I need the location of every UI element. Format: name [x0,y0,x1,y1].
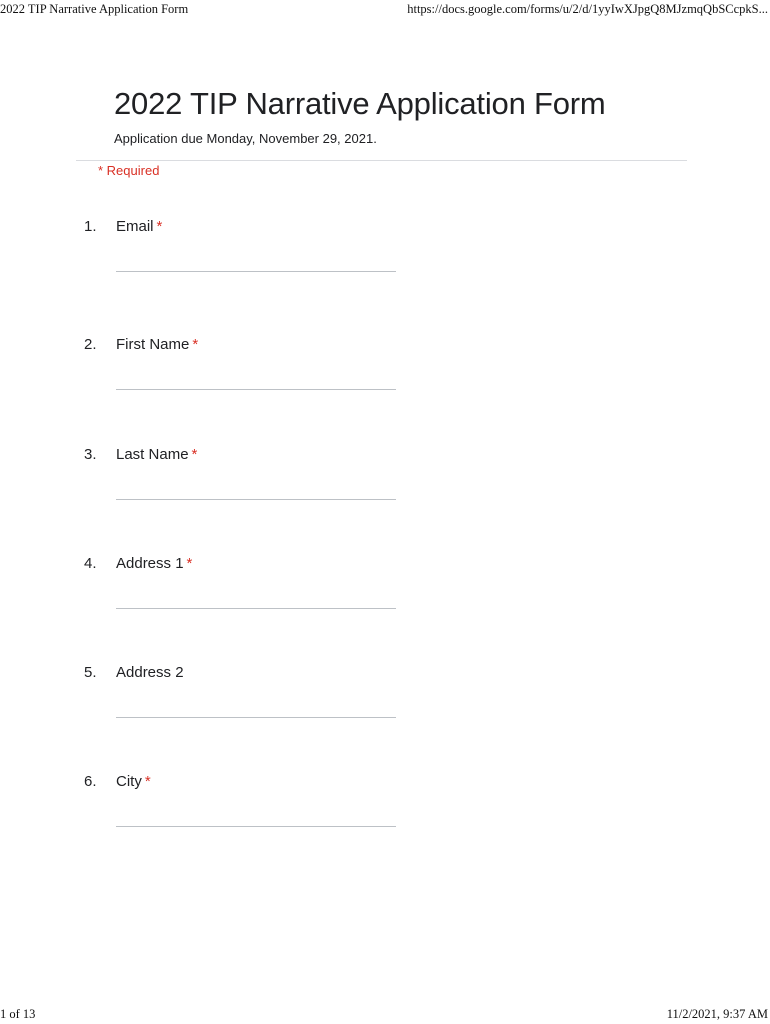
address-1-field[interactable] [116,607,396,609]
question-label-text: First Name [116,336,190,353]
question-label [116,664,187,681]
question-number: 3. [84,446,97,463]
question-label [116,336,198,353]
question-number: 5. [84,664,97,681]
question-label-text: Address 1 [116,555,184,572]
print-header-url: https://docs.google.com/forms/u/2/d/1yyIwXJpgQ8MJzmqQbSCcpkS... [407,2,768,16]
required-note: * Required [98,163,160,178]
print-header-title: 2022 TIP Narrative Application Form [0,2,189,16]
address-2-field[interactable] [116,716,396,718]
question-label-text: City [116,773,142,790]
question-label-text: Email [116,218,154,235]
form-description: Application due Monday, November 29, 2021. [114,131,377,146]
question-number: 6. [84,773,97,790]
required-asterisk: * [144,773,151,790]
required-asterisk: * [192,336,199,353]
email-field[interactable] [116,270,396,272]
question-label [116,555,192,572]
city-field[interactable] [116,825,396,827]
question-label-text: Address 2 [116,664,184,681]
question-number: 2. [84,336,97,353]
question-label [116,446,197,463]
print-timestamp: 11/2/2021, 9:37 AM [666,1007,768,1021]
form-title: 2022 TIP Narrative Application Form [114,86,606,121]
title-divider [76,160,687,161]
required-asterisk: * [156,218,163,235]
print-footer [0,1004,770,1024]
question-label [116,218,162,235]
required-asterisk: * [186,555,193,572]
question-label [116,773,151,790]
question-label-text: Last Name [116,446,189,463]
print-header [0,0,770,20]
last-name-field[interactable] [116,498,396,500]
page-count: 1 of 13 [0,1007,36,1021]
first-name-field[interactable] [116,388,396,390]
required-asterisk: * [191,446,198,463]
question-number: 1. [84,218,97,235]
question-number: 4. [84,555,97,572]
